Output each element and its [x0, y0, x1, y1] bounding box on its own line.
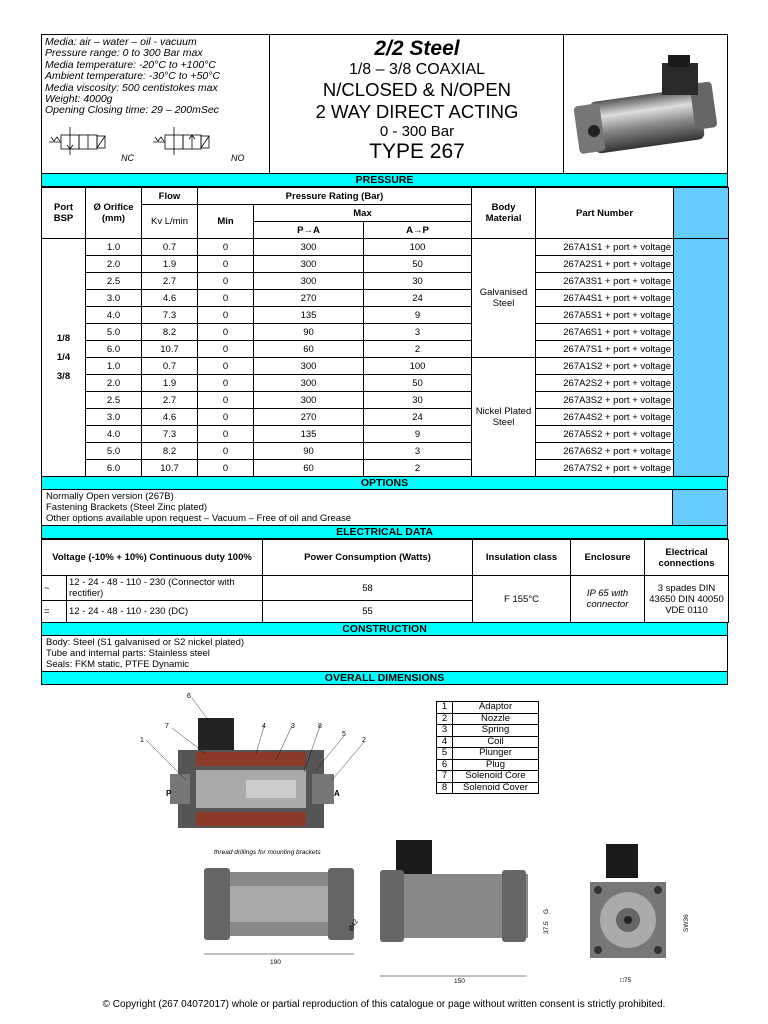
- legend-number: 6: [437, 759, 453, 771]
- part-number: 267A2S1 + port + voltage: [536, 256, 674, 273]
- valve-photo-icon: [564, 35, 729, 173]
- min-cell: 0: [198, 239, 254, 256]
- enclosure-value: IP 65 with connector: [571, 576, 645, 623]
- dim-37-5: 37.5: [543, 921, 550, 934]
- callout-4: 4: [262, 723, 266, 730]
- p-to-a-cell: 60: [254, 460, 364, 477]
- part-number: 267A3S2 + port + voltage: [536, 392, 674, 409]
- kv-cell: 1.9: [142, 256, 198, 273]
- pressure-row: [42, 290, 729, 307]
- orifice-cell: 4.0: [86, 426, 142, 443]
- pressure-row: [42, 460, 729, 477]
- legend-part: Solenoid Cover: [453, 782, 539, 794]
- ac-voltage: 12 - 24 - 48 - 110 - 230 (Connector with rectifier): [67, 576, 263, 601]
- header-port: Port BSP: [42, 188, 86, 239]
- p-to-a-cell: 270: [254, 290, 364, 307]
- min-cell: 0: [198, 409, 254, 426]
- insulation-value: F 155°C: [473, 576, 571, 623]
- p-to-a-cell: 300: [254, 375, 364, 392]
- pressure-row: [42, 239, 729, 256]
- orifice-cell: 2.0: [86, 375, 142, 392]
- min-cell: 0: [198, 460, 254, 477]
- callout-3: 3: [291, 723, 295, 730]
- port-p-label: P: [166, 789, 172, 798]
- orifice-cell: 2.5: [86, 273, 142, 290]
- options-band: OPTIONS: [41, 477, 728, 490]
- legend-number: 8: [437, 782, 453, 794]
- p-to-a-cell: 60: [254, 341, 364, 358]
- part-number: 267A3S1 + port + voltage: [536, 273, 674, 290]
- min-cell: 0: [198, 392, 254, 409]
- legend-row: [437, 736, 539, 748]
- header-insulation: Insulation class: [473, 540, 571, 576]
- dim-42: Ø42: [347, 918, 360, 933]
- pressure-row: [42, 409, 729, 426]
- electrical-table: [41, 539, 729, 623]
- part-number: 267A4S2 + port + voltage: [536, 409, 674, 426]
- subtitle-direct-acting: 2 WAY DIRECT ACTING: [315, 101, 519, 122]
- orifice-cell: 4.0: [86, 307, 142, 324]
- legend-row: [437, 759, 539, 771]
- construction-band: CONSTRUCTION: [41, 623, 728, 636]
- legend-part: Solenoid Core: [453, 771, 539, 783]
- kv-cell: 4.6: [142, 290, 198, 307]
- pressure-row: [42, 443, 729, 460]
- legend-row: [437, 748, 539, 760]
- dc-power: 55: [263, 601, 473, 623]
- p-to-a-cell: 300: [254, 239, 364, 256]
- p-to-a-cell: 135: [254, 426, 364, 443]
- part-number: 267A7S2 + port + voltage: [536, 460, 674, 477]
- callout-6: 6: [187, 693, 191, 700]
- dc-voltage: 12 - 24 - 48 - 110 - 230 (DC): [67, 601, 263, 623]
- part-number: 267A7S1 + port + voltage: [536, 341, 674, 358]
- header-a-to-p: A→P: [364, 222, 472, 239]
- kv-cell: 8.2: [142, 324, 198, 341]
- a-to-p-cell: 2: [364, 460, 472, 477]
- callout-5: 5: [342, 731, 346, 738]
- subtitle-pressure: 0 - 300 Bar: [379, 123, 455, 140]
- kv-cell: 2.7: [142, 273, 198, 290]
- header-voltage: Voltage (-10% + 10%) Continuous duty 100%: [42, 540, 263, 576]
- legend-row: [437, 702, 539, 714]
- p-to-a-cell: 90: [254, 324, 364, 341]
- legend-row: [437, 771, 539, 783]
- a-to-p-cell: 50: [364, 256, 472, 273]
- header-orifice: Ø Orifice (mm): [86, 188, 142, 239]
- header-power: Power Consumption (Watts): [263, 540, 473, 576]
- connections-value: 3 spades DIN 43650 DIN 40050 VDE 0110: [645, 576, 729, 623]
- a-to-p-cell: 100: [364, 358, 472, 375]
- options-box: [41, 490, 728, 526]
- p-to-a-cell: 90: [254, 443, 364, 460]
- pressure-row: [42, 273, 729, 290]
- spec-line: Pressure range: 0 to 300 Bar max: [45, 47, 203, 60]
- kv-cell: 1.9: [142, 375, 198, 392]
- part-number: 267A1S2 + port + voltage: [536, 358, 674, 375]
- header-part: Part Number: [536, 188, 674, 239]
- spec-line: Opening Closing time: 29 – 200mSec: [45, 104, 219, 117]
- subtitle-closed-open: N/CLOSED & N/OPEN: [322, 79, 512, 100]
- pressure-table: [41, 187, 729, 477]
- port-size: 1/8: [56, 333, 71, 344]
- a-to-p-cell: 30: [364, 273, 472, 290]
- legend-part: Plunger: [453, 748, 539, 760]
- port-sizes: [42, 239, 86, 477]
- orifice-cell: 5.0: [86, 324, 142, 341]
- construction-line: Seals: FKM static, PTFE Dynamic: [46, 659, 190, 670]
- part-number: 267A5S2 + port + voltage: [536, 426, 674, 443]
- a-to-p-cell: 3: [364, 443, 472, 460]
- p-to-a-cell: 300: [254, 392, 364, 409]
- kv-cell: 0.7: [142, 239, 198, 256]
- side-cell: [672, 490, 727, 525]
- valve-symbols-icon: [45, 123, 265, 165]
- part-number: 267A6S1 + port + voltage: [536, 324, 674, 341]
- copyright-footer: © Copyright (267 04072017) whole or partial reproduction of this catalogue or page without written consent is strictly prohibited.: [102, 999, 666, 1010]
- header-connections: Electrical connections: [645, 540, 729, 576]
- side-cell: [674, 239, 729, 477]
- dim-sw36: SW36: [683, 914, 690, 932]
- ac-symbol: ~: [42, 576, 67, 601]
- a-to-p-cell: 24: [364, 409, 472, 426]
- orifice-cell: 3.0: [86, 290, 142, 307]
- a-to-p-cell: 24: [364, 290, 472, 307]
- min-cell: 0: [198, 273, 254, 290]
- callout-1: 1: [140, 737, 144, 744]
- legend-part: Spring: [453, 725, 539, 737]
- dimensions-band: OVERALL DIMENSIONS: [41, 672, 728, 685]
- p-to-a-cell: 300: [254, 358, 364, 375]
- legend-row: [437, 725, 539, 737]
- min-cell: 0: [198, 341, 254, 358]
- legend-row: [437, 713, 539, 725]
- spec-line: Media temperature: -20°C to +100°C: [45, 58, 216, 71]
- pressure-row: [42, 324, 729, 341]
- min-cell: 0: [198, 324, 254, 341]
- a-to-p-cell: 9: [364, 426, 472, 443]
- body-material: Nickel Plated Steel: [472, 358, 536, 477]
- dim-g: G: [543, 908, 550, 914]
- dim-75: □75: [620, 977, 632, 984]
- legend-part: Adaptor: [453, 702, 539, 714]
- a-to-p-cell: 2: [364, 341, 472, 358]
- cross-section-drawing: [136, 690, 376, 840]
- parts-legend: [436, 701, 539, 794]
- min-cell: 0: [198, 426, 254, 443]
- header-body: Body Material: [472, 188, 536, 239]
- legend-part: Nozzle: [453, 713, 539, 725]
- kv-cell: 4.6: [142, 409, 198, 426]
- callout-2: 2: [362, 737, 366, 744]
- no-label: NO: [231, 153, 245, 163]
- min-cell: 0: [198, 256, 254, 273]
- product-title: 2/2 Steel: [374, 37, 460, 60]
- header-p-to-a: P→A: [254, 222, 364, 239]
- p-to-a-cell: 300: [254, 256, 364, 273]
- callout-8: 8: [318, 723, 322, 730]
- electrical-band: ELECTRICAL DATA: [41, 526, 728, 539]
- a-to-p-cell: 30: [364, 392, 472, 409]
- pressure-row: [42, 375, 729, 392]
- nc-label: NC: [121, 153, 134, 163]
- ac-power: 58: [263, 576, 473, 601]
- spec-list: [42, 35, 270, 173]
- a-to-p-cell: 9: [364, 307, 472, 324]
- construction-line: Tube and internal parts: Stainless steel: [46, 648, 210, 659]
- port-a-label: A: [334, 789, 340, 798]
- min-cell: 0: [198, 443, 254, 460]
- end-view-drawing: [584, 840, 714, 990]
- legend-number: 5: [437, 748, 453, 760]
- part-number: 267A2S2 + port + voltage: [536, 375, 674, 392]
- orifice-cell: 1.0: [86, 358, 142, 375]
- option-line: Normally Open version (267B): [46, 491, 174, 502]
- a-to-p-cell: 100: [364, 239, 472, 256]
- legend-part: Coil: [453, 736, 539, 748]
- option-line: Fastening Brackets (Steel Zinc plated): [46, 502, 208, 513]
- callout-7: 7: [165, 723, 169, 730]
- orifice-cell: 1.0: [86, 239, 142, 256]
- kv-cell: 2.7: [142, 392, 198, 409]
- header-min: Min: [198, 205, 254, 239]
- bracket-note: thread drillings for mounting brackets: [214, 849, 321, 856]
- min-cell: 0: [198, 358, 254, 375]
- header-block: [41, 34, 728, 174]
- header-flow: Flow: [142, 188, 198, 205]
- min-cell: 0: [198, 290, 254, 307]
- orifice-cell: 6.0: [86, 341, 142, 358]
- orifice-cell: 2.0: [86, 256, 142, 273]
- header-kv: Kv L/min: [142, 205, 198, 239]
- min-cell: 0: [198, 375, 254, 392]
- part-number: 267A6S2 + port + voltage: [536, 443, 674, 460]
- min-cell: 0: [198, 307, 254, 324]
- spec-line: Weight: 4000g: [45, 93, 113, 106]
- pressure-row: [42, 256, 729, 273]
- p-to-a-cell: 300: [254, 273, 364, 290]
- part-number: 267A4S1 + port + voltage: [536, 290, 674, 307]
- legend-number: 3: [437, 725, 453, 737]
- legend-row: [437, 782, 539, 794]
- spec-line: Media: air – water – oil - vacuum: [45, 36, 197, 48]
- pressure-row: [42, 341, 729, 358]
- dim-190: 190: [270, 959, 281, 966]
- pressure-row: [42, 392, 729, 409]
- header-rating: Pressure Rating (Bar): [198, 188, 472, 205]
- legend-number: 1: [437, 702, 453, 714]
- construction-box: [41, 636, 728, 672]
- port-size: 1/4: [56, 352, 71, 363]
- kv-cell: 7.3: [142, 426, 198, 443]
- spec-line: Media viscosity: 500 centistokes max: [45, 81, 218, 94]
- pressure-row: [42, 426, 729, 443]
- pressure-row: [42, 307, 729, 324]
- orifice-cell: 3.0: [86, 409, 142, 426]
- part-number: 267A1S1 + port + voltage: [536, 239, 674, 256]
- header-enclosure: Enclosure: [571, 540, 645, 576]
- kv-cell: 8.2: [142, 443, 198, 460]
- kv-cell: 0.7: [142, 358, 198, 375]
- port-size: 3/8: [56, 371, 71, 382]
- type-label: TYPE 267: [369, 140, 465, 163]
- a-to-p-cell: 3: [364, 324, 472, 341]
- orifice-cell: 2.5: [86, 392, 142, 409]
- kv-cell: 10.7: [142, 341, 198, 358]
- legend-number: 2: [437, 713, 453, 725]
- spec-line: Ambient temperature: -30°C to +50°C: [45, 70, 221, 83]
- option-line: Other options available upon request – Vacuum – Free of oil and Grease: [46, 513, 352, 524]
- header-max: Max: [254, 205, 472, 222]
- product-photo: [564, 35, 729, 173]
- legend-part: Plug: [453, 759, 539, 771]
- body-material: Galvanised Steel: [472, 239, 536, 358]
- title-block: [271, 35, 564, 173]
- p-to-a-cell: 135: [254, 307, 364, 324]
- legend-number: 7: [437, 771, 453, 783]
- construction-line: Body: Steel (S1 galvanised or S2 nickel plated): [46, 637, 245, 648]
- part-number: 267A5S1 + port + voltage: [536, 307, 674, 324]
- dim-150: 150: [454, 978, 465, 985]
- dc-symbol: =: [42, 601, 67, 623]
- side-view-drawing: [190, 842, 365, 972]
- a-to-p-cell: 50: [364, 375, 472, 392]
- side-cell: [674, 188, 729, 239]
- front-view-drawing: [376, 836, 586, 986]
- p-to-a-cell: 270: [254, 409, 364, 426]
- pressure-band: PRESSURE: [41, 174, 728, 187]
- subtitle-coaxial: 1/8 – 3/8 COAXIAL: [348, 61, 486, 78]
- kv-cell: 7.3: [142, 307, 198, 324]
- datasheet: [41, 34, 728, 685]
- legend-number: 4: [437, 736, 453, 748]
- orifice-cell: 6.0: [86, 460, 142, 477]
- kv-cell: 10.7: [142, 460, 198, 477]
- pressure-row: [42, 358, 729, 375]
- orifice-cell: 5.0: [86, 443, 142, 460]
